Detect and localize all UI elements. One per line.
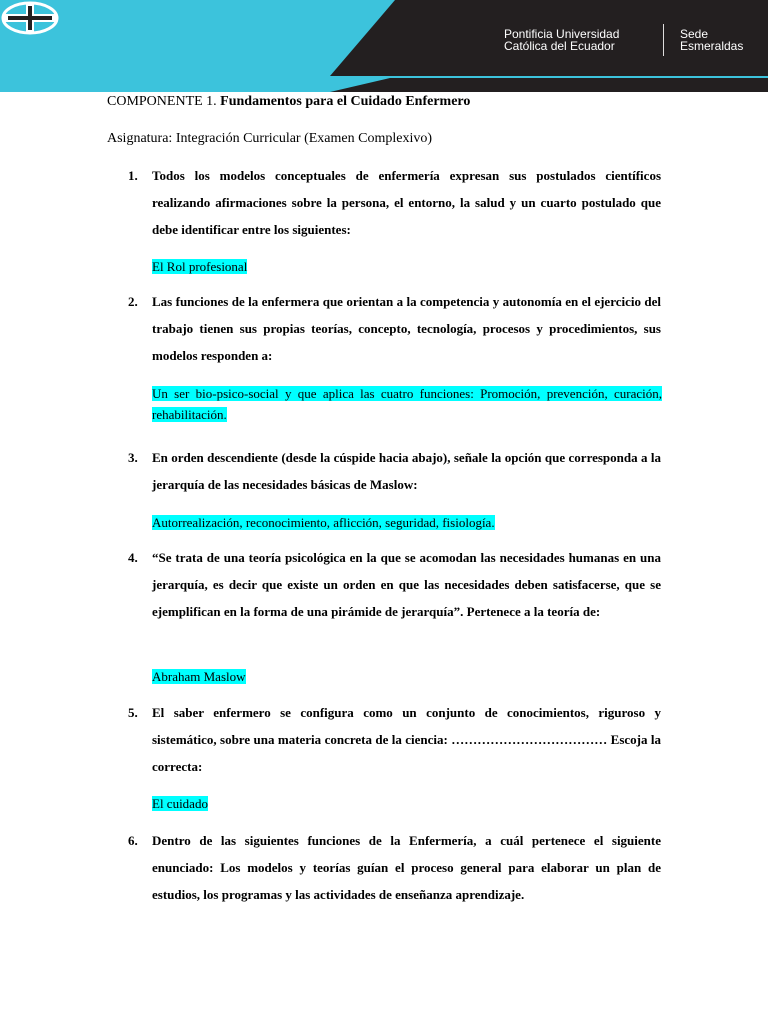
question-text: Las funciones de la enfermera que orientan a la competencia y autonomía en el ejercicio del trabajo tienen sus propias teorías, concepto, tecnología, procesos y procedimientos, sus modelos responden a: (152, 294, 661, 363)
answer-4 (152, 666, 662, 687)
question-3 (128, 444, 661, 498)
answer-1 (152, 256, 662, 277)
question-text: El saber enfermero se configura como un conjunto de conocimientos, riguroso y sistemático, sobre una materia concreta de la ciencia: ……………………………… Escoja la correcta: (152, 705, 661, 774)
question-1 (128, 162, 661, 243)
question-text: En orden descendiente (desde la cúspide hacia abajo), señale la opción que corresponda a la jerarquía de las necesidades básicas de Maslow: (152, 450, 661, 492)
campus-name (680, 28, 743, 52)
university-emblem-icon (0, 0, 60, 36)
question-5 (128, 699, 661, 780)
header-banner (0, 0, 768, 92)
question-text: “Se trata de una teoría psicológica en la que se acomodan las necesidades humanas en una jerarquía, es decir que existe un orden en que las necesidades deben satisfacerse, que se ejemplifican en la forma de una pirámide de jerarquía”. Pertenece a la teoría de: (152, 550, 661, 619)
question-4 (128, 544, 661, 625)
question-text: Todos los modelos conceptuales de enfermería expresan sus postulados científicos realizando afirmaciones sobre la persona, el entorno, la salud y un cuarto postulado que debe identificar entre los siguientes: (152, 168, 661, 237)
question-number: 4. (128, 550, 138, 565)
header-divider (663, 24, 664, 56)
highlighted-answer: Abraham Maslow (152, 669, 246, 684)
university-name (504, 28, 619, 52)
question-number: 3. (128, 450, 138, 465)
answer-3 (152, 512, 662, 533)
highlighted-answer: El cuidado (152, 796, 208, 811)
highlighted-answer: Autorrealización, reconocimiento, aflicción, seguridad, fisiología. (152, 515, 495, 530)
subject-line: Asignatura: Integración Curricular (Examen Complexivo) (107, 131, 433, 146)
question-number: 2. (128, 294, 138, 309)
question-2 (128, 288, 661, 369)
university-name-line2: Católica del Ecuador (504, 39, 615, 53)
page-header (0, 0, 768, 92)
question-6 (128, 827, 661, 908)
answer-5 (152, 793, 662, 814)
campus-name-line2: Esmeraldas (680, 39, 744, 53)
question-number: 6. (128, 833, 138, 848)
question-number: 1. (128, 168, 138, 183)
question-text: Dentro de las siguientes funciones de la Enfermería, a cuál pertenece el siguiente enunciado: Los modelos y teorías guían el proceso general para elaborar un plan de estudios, los programas y las actividades de enseñanza aprendizaje. (152, 833, 661, 902)
component-title (107, 93, 470, 111)
campus-name-line1: Sede (680, 27, 709, 41)
university-name-line1: Pontificia Universidad (504, 27, 620, 41)
highlighted-answer: Un ser bio-psico-social y que aplica las cuatro funciones: Promoción, prevención, curación, rehabilitación. (152, 386, 662, 422)
component-prefix: COMPONENTE 1. (107, 94, 217, 109)
question-number: 5. (128, 705, 138, 720)
highlighted-answer: El Rol profesional (152, 259, 248, 274)
component-name: Fundamentos para el Cuidado Enfermero (220, 94, 471, 109)
answer-2 (152, 383, 662, 425)
